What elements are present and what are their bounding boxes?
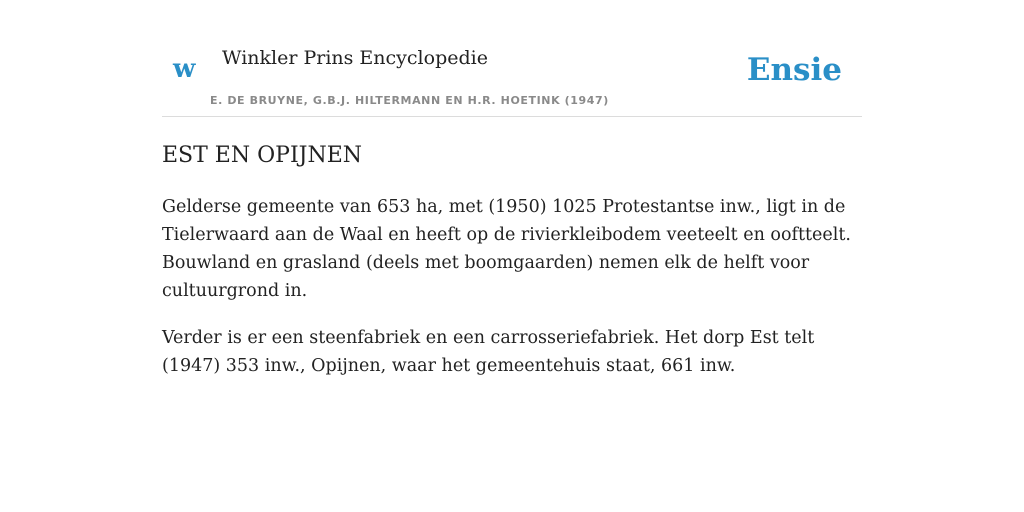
- source-authors: E. DE BRUYNE, G.B.J. HILTERMANN EN H.R. HOETINK (1947): [210, 94, 609, 107]
- brand-logo-link[interactable]: Ensie: [746, 52, 842, 88]
- article-title: EST EN OPIJNEN: [162, 143, 363, 168]
- page-container: [162, 0, 862, 380]
- article-paragraph: Gelderse gemeente van 653 ha, met (1950) 1025 Protestantse inw., ligt in de Tielerwaard aan de Waal en heeft op de rivierkleibodem veeteelt en ooftteelt. Bouwland en grasland (deels met boomgaarden) nemen elk de helft voor cultuurgrond in.: [162, 197, 851, 301]
- source-logo: w: [173, 54, 196, 84]
- source-title[interactable]: Winkler Prins Encyclopedie: [222, 47, 488, 69]
- article-paragraph: Verder is er een steenfabriek en een carrosseriefabriek. Het dorp Est telt (1947) 353 inw., Opijnen, waar het gemeentehuis staat, 661 inw.: [162, 328, 815, 376]
- source-header: [162, 0, 862, 117]
